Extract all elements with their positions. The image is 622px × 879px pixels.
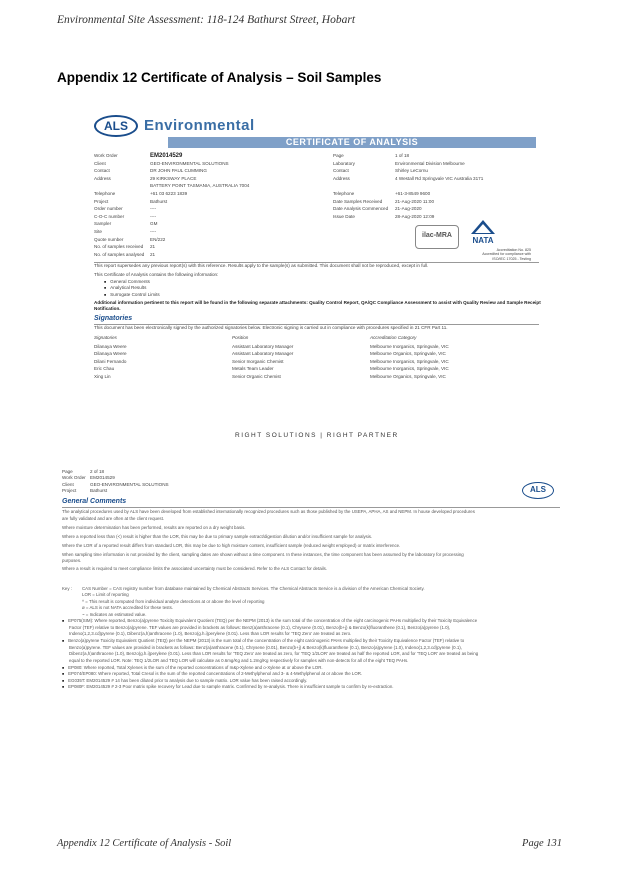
als-oval-logo: ALS	[94, 115, 138, 137]
field-value: 21	[150, 251, 156, 257]
field-value: GEO-ENVIRONMENTAL SOLUTIONS	[90, 481, 169, 487]
field-value: ----	[150, 229, 157, 234]
signatory-cell: Eric Chau	[94, 366, 115, 372]
comment-bullet: equal to the reported LOR. Note: TEQ 1/2LOR and TEQ LOR will calculate as 0.6mg/Kg and 1.2mg/Kg respectively for samples with non-detects for all of the eight TEQ PAHs.	[69, 657, 409, 663]
ilac-mra-badge: ilac-MRA	[415, 225, 459, 249]
field-label: C-O-C number	[94, 213, 125, 219]
signatory-cell: Melbourne Inorganics, Springvale, VIC	[370, 344, 449, 349]
field-label: Address	[333, 175, 350, 181]
comment-paragraph: The analytical procedures used by ALS have been developed from established internationally recognized procedures such as those published by the USEPA, APHA, AS and NEPM. In house developed procedures	[62, 509, 475, 514]
field-label: Order number	[94, 206, 123, 212]
field-label: No. of samples analysed	[94, 251, 145, 257]
field-label: Project	[94, 198, 109, 204]
field-value: EN/222	[150, 236, 166, 242]
signatory-cell: Melbourne Organics, Springvale, VIC	[370, 373, 446, 379]
field-value: EM2014529	[150, 153, 183, 159]
field-label: Date Samples Received	[333, 198, 383, 204]
nata-logo-icon	[466, 219, 500, 245]
comment-bullet: ■ EP080F: EM2014529 # 2-3 Poor matrix spike recovery for Lead due to sample matrix. Confirmed by re-analysis. There is insufficient sample to confirm by re-extraction.	[62, 684, 394, 690]
contains-item: ■ Surrogate Control Limits	[104, 292, 160, 298]
signatory-cell: Assistant Laboratory Manager	[232, 344, 294, 349]
field-label: Work Order	[62, 475, 86, 481]
comment-paragraph: Where the LOR of a reported result differs from standard LOR, this may be due to high moisture content, insufficient sample (reduced weight employed) or matrix interference.	[62, 543, 401, 548]
key-label: Key :	[62, 586, 73, 591]
field-label: Page	[333, 153, 344, 158]
signatory-cell: Dilani Fernando	[94, 358, 127, 364]
field-value: 29 KIRKSWAY PLACE	[150, 175, 197, 181]
contains-intro: This Certificate of Analysis contains the following information:	[94, 272, 219, 277]
field-label: Contact	[333, 168, 349, 174]
signatory-cell: Senior Inorganic Chemist	[232, 358, 284, 364]
comment-bullet: ■ EP075(SIM): Where reported, Benzo(a)pyrene Toxicity Equivalent Quotient (TEQ) per the NEPM (2013) is the sum total of the concentration of the eight carcinogenic PAHs multiplied by their Toxicity Equivalence	[62, 618, 477, 624]
key-line: ~ = Indicates an estimated value.	[82, 611, 147, 617]
sig-header: Accreditation Category	[370, 335, 417, 340]
key-line: ^ = This result is computed from individual analyte detections at or above the level of reporting	[82, 598, 265, 604]
field-value: 2 of 18	[90, 469, 105, 474]
footer-left: Appendix 12 Certificate of Analysis - Soil	[57, 838, 232, 849]
signatory-cell: Dilanaya Weere	[94, 344, 127, 349]
field-value: DR JOHN PAUL CUMMING	[150, 168, 207, 174]
signatory-cell: Melbourne Inorganics, Springvale, VIC	[370, 358, 449, 364]
comment-bullet: Benzo(a)pyrene. TEF values are provided in brackets as follows: Benz(a)anthracene (0.1), Chrysene (0.01), Benzo(b+j) & Benzo(k)fluoranthene (0.1), Benzo(a)pyrene (1.0), Indeno(1,2,3.cd)pyrene (0.1),	[69, 644, 462, 650]
footer-page-number: Page 131	[522, 838, 562, 849]
field-label: No. of samples received	[94, 244, 144, 250]
field-value: BATTERY POINT TASMANIA, AUSTRALIA 7004	[150, 183, 250, 189]
signatories-title: Signatories	[94, 315, 133, 322]
field-label: Site	[94, 229, 102, 234]
field-value: Bathurst	[150, 198, 168, 204]
field-label: Sampler	[94, 221, 112, 227]
field-label: Laboratory	[333, 160, 355, 166]
signatory-cell: Xing Lin	[94, 373, 111, 379]
field-label: Client	[94, 160, 106, 166]
accreditation-note	[456, 248, 531, 261]
field-value: +61-3-8549 9600	[395, 191, 431, 196]
sig-header: Position	[232, 335, 249, 340]
additional-info: Additional information pertinent to this report will be found in the following separate attachments: Quality Control Report, QA/QC Compliance Assessment to assist with Quality Review and Sample Receipt Notification.	[94, 300, 541, 312]
comment-bullet: ■ Benzo(a)pyrene Toxicity Equivalent Quotient (TEQ) per the NEPM (2013) is the sum total of the concentration of the eight carcinogenic PAHs multiplied by their Toxicity Equivalence Factor (TEF) relative to	[62, 638, 464, 644]
general-comments-title: General Comments	[62, 498, 127, 505]
comment-paragraph: are fully validated and are often at the client request.	[62, 516, 165, 521]
field-label: Contact	[94, 168, 110, 174]
comment-paragraph: purposes.	[62, 558, 82, 563]
field-value: GEO-ENVIRONMENTAL SOLUTIONS	[150, 160, 229, 166]
field-label: Page	[62, 469, 73, 474]
comment-paragraph: Where moisture determination has been performed, results are reported on a dry weight basis.	[62, 525, 246, 530]
environmental-wordmark: Environmental	[144, 117, 255, 134]
comment-bullet: ■ EP080: Where reported, Total Xylenes is the sum of the reported concentrations of m&p-Xylene and o-Xylene at or above the LOR.	[62, 665, 323, 671]
field-value: Bathurst	[90, 488, 108, 494]
field-label: Address	[94, 175, 111, 181]
certificate-page-1	[88, 95, 543, 425]
key-line: CAS Number = CAS registry number from database maintained by Chemical Abstracts Services. The Chemical Abstracts Service is a division of the American Chemical Society.	[82, 586, 425, 591]
field-label: Quote number	[94, 236, 124, 242]
als-small-logo: ALS	[522, 482, 554, 499]
comment-bullet: Dibenz(a,h)anthracene (1.0), Benzo(g.h.i)perylene (0.01). Less than LOR results for 'TEQ Zero' are treated as zero, for 'TEQ 1/2LOR' are treated as half the reported LOR, and for 'TEQ LOR' are treated as being	[69, 651, 479, 656]
field-value: 28-Aug-2020 12:09	[395, 213, 435, 219]
signatory-cell: Senior Organic Chemist	[232, 373, 281, 379]
field-value: EM2014529	[90, 475, 115, 481]
field-value: +61 03 6223 1839	[150, 191, 188, 196]
field-value: Environmental Division Melbourne	[395, 160, 465, 166]
field-label: Issue Date	[333, 213, 355, 219]
field-value: 21	[150, 244, 156, 250]
comment-bullet: ■ EP074/EP080: Where reported, Total Cresol is the sum of the reported concentrations of 2-Methylphenol and 3- & 4-Methylphenol at or above the LOR.	[62, 671, 362, 677]
comment-bullet: Indeno(1,2,3.cd)pyrene (0.1), Dibenz(a,h)anthracene (1.0), Benzo(g.h.i)perylene (0.01). Less than LOR results for 'TEQ Zero' are treated as zero.	[69, 631, 352, 636]
field-value: 4 Westall Rd Springvale VIC Australia 3171	[395, 175, 484, 181]
certificate-page-2	[60, 467, 565, 847]
signatory-cell: Dilanaya Weere	[94, 351, 127, 357]
accred-line-3: ISO/IEC 17025 - Testing	[492, 256, 531, 261]
comment-paragraph: When sampling time information is not provided by the client, sampling dates are shown without a time component. In these instances, the time component has been assumed by the laboratory for processing	[62, 552, 464, 557]
field-value: 21-Aug-2020	[395, 206, 422, 212]
field-label: Telephone	[94, 191, 116, 196]
key-line: ø = ALS is not NATA accredited for these tests.	[82, 605, 173, 611]
signatories-intro: This document has been electronically signed by the authorized signatories below. Electronic signing is carried out in compliance with procedures specified in 21 CFR Part 11.	[94, 325, 448, 330]
field-label: Project	[62, 488, 77, 494]
running-header: Environmental Site Assessment: 118-124 Bathurst Street, Hobart	[57, 14, 356, 26]
comment-bullet: ■ EG035T: EM2014529 # 14 has been diluted prior to analysis due to sample matrix. LOR value has been raised accordingly.	[62, 678, 307, 684]
divider	[62, 507, 560, 508]
certificate-banner: CERTIFICATE OF ANALYSIS	[168, 137, 536, 148]
signatory-cell: Melbourne Inorganics, Springvale, VIC	[370, 366, 449, 372]
signatory-cell: Melbourne Organics, Springvale, VIC	[370, 351, 446, 357]
signatory-cell: Assistant Laboratory Manager	[232, 351, 294, 357]
contains-item: ■ Analytical Results	[104, 285, 160, 291]
contains-list	[104, 279, 160, 298]
field-label: Telephone	[333, 191, 355, 196]
sig-header: Signatories	[94, 335, 117, 340]
field-label: Client	[62, 481, 74, 487]
tagline: RIGHT SOLUTIONS | RIGHT PARTNER	[235, 432, 399, 439]
accred-line-2: Accredited for compliance with	[482, 252, 531, 257]
accred-line-1: Accreditation No. 825	[496, 248, 531, 252]
appendix-title: Appendix 12 Certificate of Analysis – Soil Samples	[57, 70, 382, 85]
field-label: Date Analysis Commenced	[333, 206, 389, 212]
supersede-notice: This report supersedes any previous report(s) with this reference. Results apply to the sample(s) as submitted. This document shall not be reproduced, except in full.	[94, 263, 429, 268]
comment-paragraph: Where a result is required to meet compliance limits the associated uncertainty must be considered. Refer to the ALS Contact for details.	[62, 566, 328, 571]
key-line: LOR = Limit of reporting	[82, 592, 129, 598]
field-value: Shirley LeCornu	[395, 168, 428, 174]
field-value: ----	[150, 213, 157, 219]
field-value: 1 of 18	[395, 153, 410, 158]
field-value: GM	[150, 221, 158, 227]
signatory-cell: Metals Team Leader	[232, 366, 274, 372]
comment-bullet: Factor (TEF) relative to Benzo(a)pyrene. TEF values are provided in brackets as follows: Benz(a)anthracene (0.1), Chrysene (0.01), Benzo(b+j) & Benzo(k)fluoranthene (0.1), Benzo(a)pyrene (1.0),	[69, 624, 451, 630]
field-value: 21-Aug-2020 11:00	[395, 198, 434, 204]
field-label: Work Order	[94, 153, 118, 158]
nata-text: NATA	[472, 236, 494, 245]
field-value: ----	[150, 206, 157, 212]
contains-item: ■ General Comments	[104, 279, 160, 285]
comment-paragraph: Where a reported less than (<) result is higher than the LOR, this may be due to primary sample extract/digestion dilution and/or insufficient sample for analysis.	[62, 534, 373, 539]
